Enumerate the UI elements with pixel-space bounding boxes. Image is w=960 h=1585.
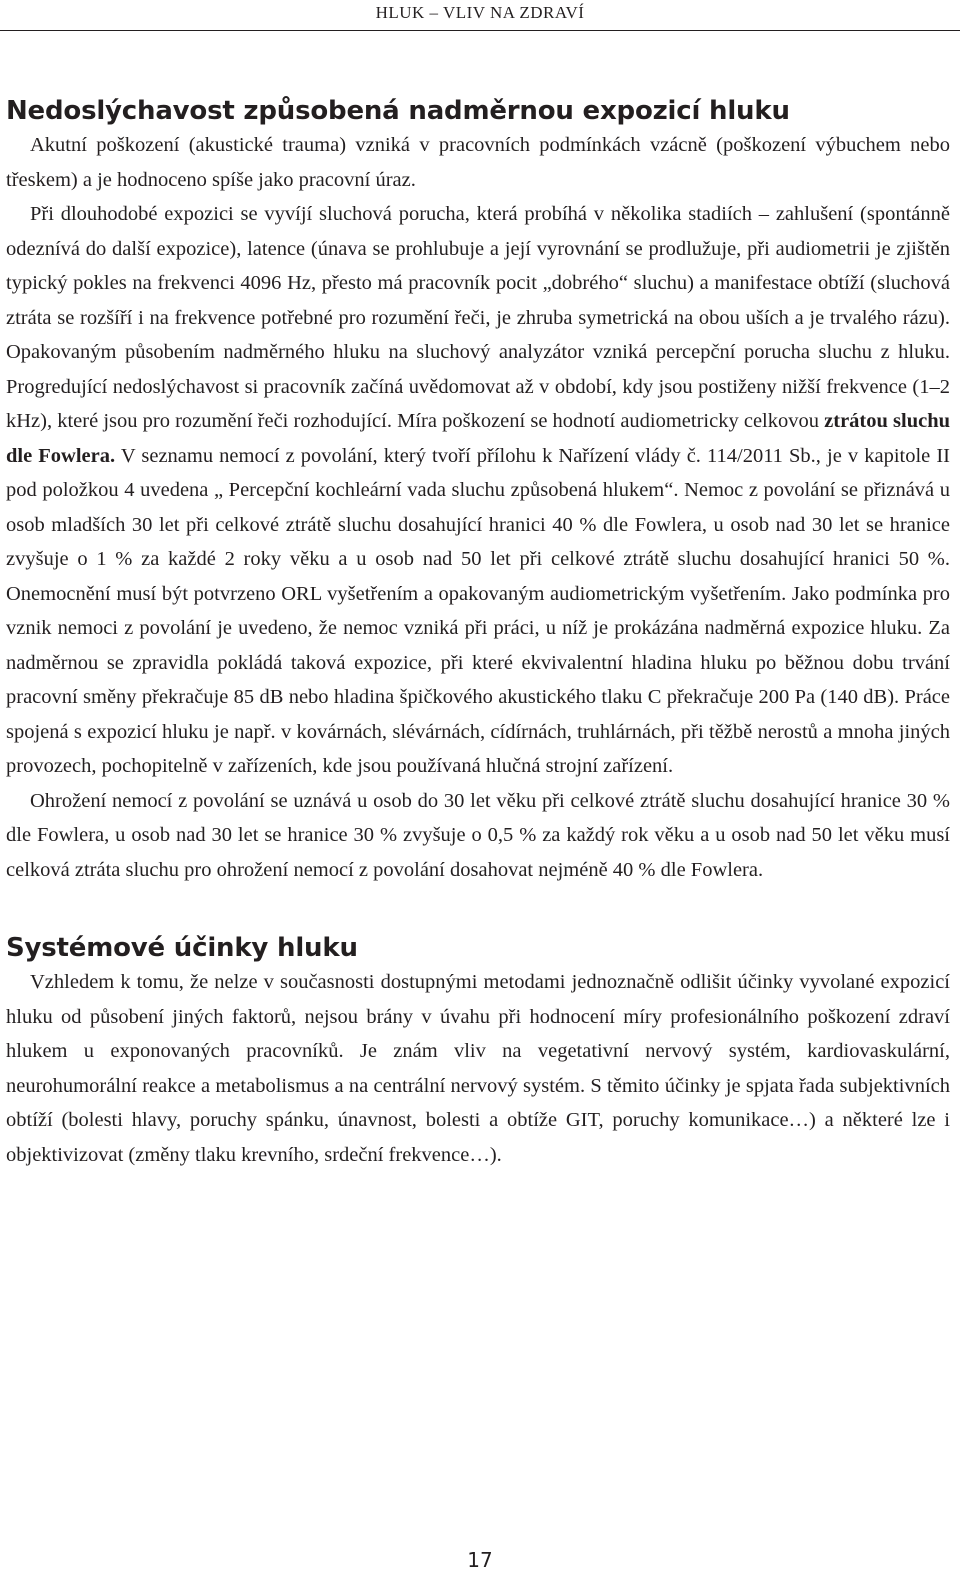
page-number: 17 <box>467 1548 493 1572</box>
running-header-title: HLUK – VLIV NA ZDRAVÍ <box>375 3 585 22</box>
paragraph-long-term-exposure <box>6 197 950 784</box>
paragraph-acute-damage: Akutní poškození (akustické trauma) vzniká v pracovních podmínkách vzácně (poškození výbuchem nebo třeskem) a je hodnoceno spíše jako pracovní úraz. <box>6 134 950 191</box>
bold-term-fowler: ztrátou sluchu dle Fowlera. <box>6 410 950 467</box>
page-content <box>6 94 950 1172</box>
header-rule <box>0 30 960 31</box>
paragraph-text: Při dlouhodobé expozici se vyvíjí sluchová porucha, která probíhá v několika stadiích – zahlušení (spontánně odeznívá do další expozice), latence (únava se prohlubuje a její vyrovnání se prodlužuje, při audiometrii je zjištěn typický pokles na frekvenci 4096 Hz, přesto má pracovník pocit „dobrého“ sluchu) a manifestace obtíží (sluchová ztráta se rozšíří i na frekvence potřebné pro rozumění řeči, je zhruba symetrická na obou uších a je trvalého rázu). Opakovaným působením nadměrného hluku na sluchový analyzátor vzniká percepční porucha sluchu z hluku. Progredující nedoslýchavost si pracovník začíná uvědomovat až v období, kdy jsou postiženy nižší frekvence (1–2 kHz), které jsou pro rozumění řeči rozhodující. Míra poškození se hodnotí audiometricky celkovou <box>6 203 950 432</box>
section-heading-systemic-effects: Systémové účinky hluku <box>6 933 358 963</box>
section-heading-hearing-loss: Nedoslýchavost způsobená nadměrnou expozicí hluku <box>6 96 790 126</box>
section-spacer <box>6 887 950 931</box>
paragraph-threat-recognition: Ohrožení nemocí z povolání se uznává u osob do 30 let věku při celkové ztrátě sluchu dosahující hranice 30 % dle Fowlera, u osob nad 30 let se hranice 30 % zvyšuje o 0,5 % za každý rok věku a u osob nad 50 let věku musí celková ztráta sluchu pro ohrožení nemocí z povolání dosahovat nejméně 40 % dle Fowlera. <box>6 789 950 881</box>
running-header <box>0 0 960 30</box>
paragraph-systemic-effects: Vzhledem k tomu, že nelze v současnosti dostupnými metodami jednoznačně odlišit účinky vyvolané expozicí hluku od působení jiných faktorů, nejsou brány v úvahu při hodnocení míry profesionálního poškození zdraví hlukem u exponovaných pracovníků. Je znám vliv na vegetativní nervový systém, kardiovaskulární, neurohumorální reakce a metabolismus a na centrální nervový systém. S těmito účinky je spjata řada subjektivních obtíží (bolesti hlavy, poruchy spánku, únavnost, bolesti a obtíže GIT, poruchy komunikace…) a některé lze i objektivizovat (změny tlaku krevního, srdeční frekvence…). <box>6 971 950 1166</box>
paragraph-text: V seznamu nemocí z povolání, který tvoří přílohu k Nařízení vlády č. 114/2011 Sb., je v kapitole II pod položkou 4 uvedena „ Percepční kochleární vada sluchu způsobená hlukem“. Nemoc z povolání se přiznává u osob mladších 30 let při celkové ztrátě sluchu dosahující hranici 40 % dle Fowlera, u osob nad 30 let se hranice zvyšuje o 1 % za každé 2 roky věku a u osob nad 50 let při celkové ztrátě sluchu dosahující hranici 50 %. Onemocnění musí být potvrzeno ORL vyšetřením a opakovaným audiometrickým vyšetřením. Jako podmínka pro vznik nemoci z povolání je uvedeno, že nemoc vzniká při práci, u níž je prokázána nadměrná expozice hluku. Za nadměrnou se zpravidla pokládá taková expozice, při které ekvivalentní hladina hluku po běžnou dobu trvání pracovní směny překračuje 85 dB nebo hladina špičkového akustického tlaku C překračuje 200 Pa (140 dB). Práce spojená s expozicí hluku je např. v kovárnách, slévárnách, cídírnách, truhlárnách, při těžbě nerostů a mnoha jiných provozech, pochopitelně v zařízeních, kde jsou používaná hlučná strojní zařízení. <box>6 444 950 777</box>
